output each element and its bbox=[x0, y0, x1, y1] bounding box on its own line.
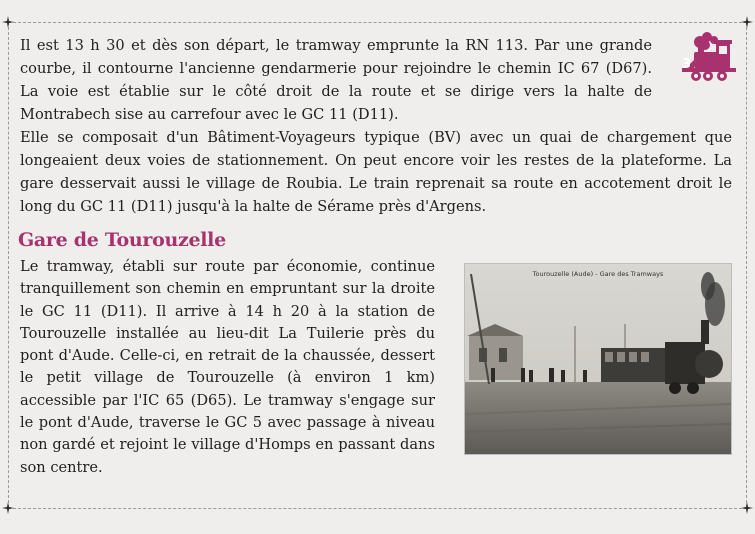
tourouzelle-paragraph: Le tramway, établi sur route par économie, continue tranquillement son chemin en empruntant sur la droite le GC 11 (D11). Il arrive à 14 h 20 à la station de Tourouzelle installée au lieu-dit La Tuilerie près du pont d'Aude. Celle-ci, en retrait de la chaussée, dessert le petit village de Tourouzelle (à environ 1 km) accessible par l'IC 65 (D65). Le tramway s'engage sur le pont d'Aude, traverse le GC 5 avec passage à niveau non gardé et rejoint le village d'Homps en passant dans son centre. bbox=[20, 258, 435, 476]
station-description-paragraph: Elle se composait d'un Bâtiment-Voyageurs typique (BV) avec un quai de chargement que longeaient deux voies de stationnement. On peut encore voir les restes de la plateforme. La gare desservait aussi le village de Roubia. Le train reprenait sa route en accotement droit le long du GC 11 (D11) jusqu'à la halte de Sérame près d'Argens. bbox=[20, 129, 732, 215]
photo-caption: Tourouzelle (Aude) - Gare des Tramways bbox=[532, 270, 664, 278]
frame-right bbox=[746, 22, 747, 508]
corner-star-icon bbox=[2, 16, 14, 28]
corner-star-icon bbox=[741, 16, 753, 28]
historic-photo bbox=[465, 264, 731, 454]
section-heading: Gare de Tourouzelle bbox=[18, 229, 226, 251]
frame-top bbox=[8, 22, 747, 23]
section-number: 3 bbox=[682, 57, 692, 72]
corner-star-icon bbox=[2, 502, 14, 514]
frame-left bbox=[8, 22, 9, 508]
steam-locomotive-icon bbox=[676, 28, 738, 84]
section-badge bbox=[676, 28, 738, 84]
intro-paragraph: Il est 13 h 30 et dès son départ, le tramway emprunte la RN 113. Par une grande courbe, il contourne l'ancienne gendarmerie pour rejoindre le chemin IC 67 (D67). La voie est établie sur le côté droit de la route et se dirige vers la halte de Montrabech sise au carrefour avec le GC 11 (D11). bbox=[20, 37, 652, 123]
corner-star-icon bbox=[741, 502, 753, 514]
frame-bottom bbox=[8, 508, 747, 509]
